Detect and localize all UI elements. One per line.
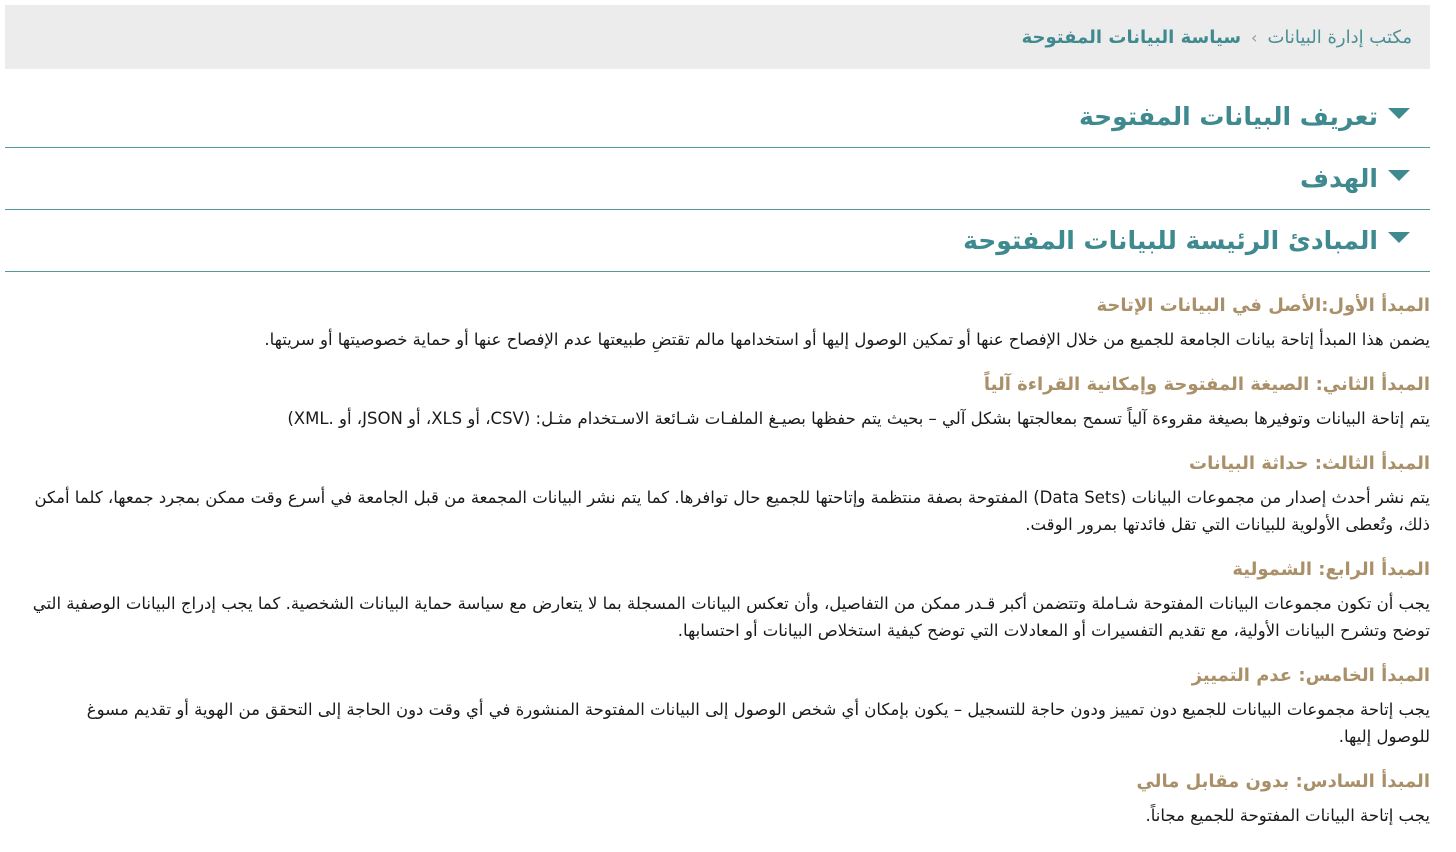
principle-body: يضمن هذا المبدأ إتاحة بيانات الجامعة للجميع من خلال الإفصاح عنها أو تمكين الوصول إليها أو استخدامها مالم تقتضِ طبيعتها عدم الإفصاح عنها أو حماية خصوصيتها أو سريتها. [264,330,1430,349]
principle-body: يتم إتاحة البيانات وتوفيرها بصيغة مقروءة آلياً تسمح بمعالجتها بشكل آلي – بحيث يتم حفظها بصيـغ الملفـات شـائعة الاسـتخدام مثـل: (CSV، أو XLS، أو JSON، أو .XML) [287,409,1430,428]
caret-down-icon [1388,170,1410,181]
caret-down-icon [1388,108,1410,119]
accordion-definition[interactable] [5,86,1430,148]
principle-item [30,556,1430,644]
accordion-title: المبادئ الرئيسة للبيانات المفتوحة [963,226,1378,255]
principles-content [30,292,1430,847]
principle-item [30,662,1430,750]
accordion-title: الهدف [1300,164,1378,193]
principle-item [30,450,1430,538]
principle-title: المبدأ السادس: بدون مقابل مالي [1136,771,1430,792]
accordion-sections [5,86,1430,272]
chevron-left-icon: › [1251,27,1258,47]
principle-title: المبدأ الخامس: عدم التمييز [1191,665,1430,686]
principle-body: يجب إتاحة مجموعات البيانات للجميع دون تمييز ودون حاجة للتسجيل – يكون بإمكان أي شخص الوصول إلى البيانات المفتوحة المنشورة في أي وقت دون الحاجة إلى التحقق من الهوية أو تقديم مسوغ للوصول إليها. [86,700,1430,746]
breadcrumb-current-page: سياسة البيانات المفتوحة [1021,26,1242,48]
accordion-title: تعريف البيانات المفتوحة [1078,102,1378,131]
principle-title: المبدأ الرابع: الشمولية [1232,559,1430,580]
principle-item [30,292,1430,353]
principle-item [30,371,1430,432]
breadcrumb [5,5,1430,69]
accordion-principles[interactable] [5,210,1430,272]
principle-title: المبدأ الثاني: الصيغة المفتوحة وإمكانية القراءة آلياً [983,374,1430,395]
breadcrumb-link-data-office[interactable]: مكتب إدارة البيانات [1267,26,1412,48]
principle-title: المبدأ الثالث: حداثة البيانات [1189,453,1430,474]
principle-body: يتم نشر أحدث إصدار من مجموعات البيانات (Data Sets) المفتوحة بصفة منتظمة وإتاحتها للجميع حال توافرها. كما يتم نشر البيانات المجمعة من قبل الجامعة في أسرع وقت ممكن بمجرد جمعها، كلما أمكن ذلك، وتُعطى الأولوية للبيانات التي تقل فائدتها بمرور الوقت. [34,488,1430,534]
principle-item [30,768,1430,829]
principle-title: المبدأ الأول:الأصل في البيانات الإتاحة [1096,295,1430,316]
principle-body: يجب أن تكون مجموعات البيانات المفتوحة شـاملة وتتضمن أكبر قـدر ممكن من التفاصيل، وأن تعكس البيانات المسجلة بما لا يتعارض مع سياسة حماية البيانات الشخصية. كما يجب إدراج البيانات الوصفية التي توضح وتشرح البيانات الأولية، مع تقديم التفسيرات أو المعادلات التي توضح كيفية استخلاص البيانات أو احتسابها. [32,594,1430,640]
accordion-goal[interactable] [5,148,1430,210]
principle-body: يجب إتاحة البيانات المفتوحة للجميع مجاناً. [1145,806,1430,825]
caret-down-icon [1388,232,1410,243]
